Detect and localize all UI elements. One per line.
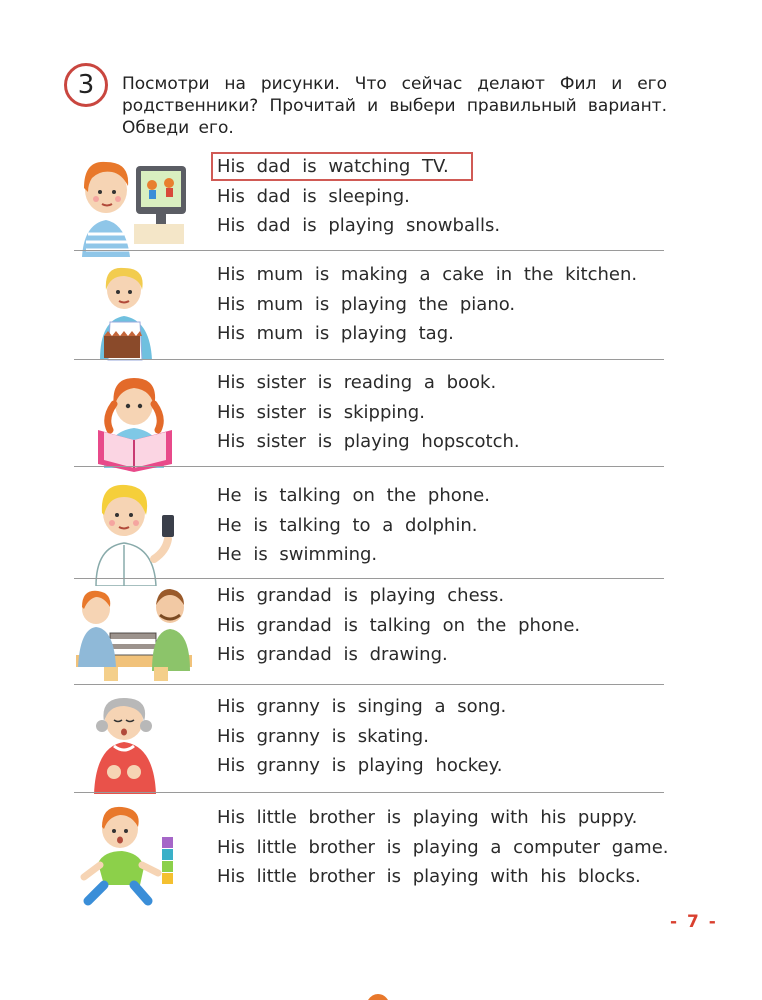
item-options-5 (217, 581, 580, 670)
option-text[interactable]: His granny is playing hockey. (217, 755, 503, 776)
item-options-7 (217, 803, 669, 892)
row-divider (74, 359, 664, 360)
row-divider (74, 578, 664, 579)
option-text[interactable]: His grandad is playing chess. (217, 585, 505, 606)
option-text[interactable]: His mum is playing tag. (217, 323, 454, 344)
boy-watching-tv-illustration (74, 152, 194, 257)
brother-with-blocks-illustration (74, 803, 194, 908)
option-text[interactable]: His mum is playing the piano. (217, 293, 516, 315)
option-text[interactable]: His dad is sleeping. (217, 185, 410, 207)
option-text[interactable]: His little brother is playing with his blocks. (217, 866, 641, 887)
exercise-number (64, 63, 108, 107)
option-text[interactable]: His granny is singing a song. (217, 696, 507, 717)
option-text[interactable]: His little brother is playing a computer game. (217, 836, 669, 858)
option-text[interactable]: His dad is watching TV. (217, 156, 449, 177)
item-options-4 (217, 481, 490, 570)
row-divider (74, 466, 664, 467)
row-divider (74, 250, 664, 251)
grandad-playing-chess-illustration (74, 581, 194, 686)
option-text[interactable]: His grandad is talking on the phone. (217, 614, 581, 636)
bottom-decoration-icon (366, 994, 390, 1000)
row-divider (74, 684, 664, 685)
option-text[interactable]: He is swimming. (217, 544, 378, 565)
item-options-2 (217, 260, 637, 349)
option-text[interactable]: His grandad is drawing. (217, 644, 448, 665)
option-text[interactable]: His dad is playing snowballs. (217, 215, 501, 236)
exercise-number-text: 3 (77, 70, 95, 100)
example-answer-circle (211, 152, 473, 181)
option-text[interactable]: His sister is skipping. (217, 401, 425, 423)
option-text[interactable]: His sister is playing hopscotch. (217, 431, 520, 452)
option-text[interactable]: He is talking on the phone. (217, 485, 490, 506)
option-text[interactable]: His granny is skating. (217, 725, 429, 747)
page-number: - 7 - (670, 912, 718, 932)
option-text[interactable]: He is talking to a dolphin. (217, 514, 478, 536)
item-options-6 (217, 692, 506, 781)
sister-reading-book-illustration (74, 368, 194, 473)
mum-making-cake-illustration (74, 260, 194, 365)
option-text[interactable]: His little brother is playing with his puppy. (217, 807, 638, 828)
option-text[interactable]: His mum is making a cake in the kitchen. (217, 264, 638, 285)
option-text[interactable]: His sister is reading a book. (217, 372, 497, 393)
boy-with-phone-illustration (74, 481, 194, 586)
item-options-3 (217, 368, 520, 457)
granny-singing-illustration (74, 692, 194, 797)
exercise-instruction: Посмотри на рисунки. Что сейчас делают Фил и его родственники? Прочитай и выбери правильный вариант. Обведи его. (122, 74, 667, 138)
row-divider (74, 792, 664, 793)
